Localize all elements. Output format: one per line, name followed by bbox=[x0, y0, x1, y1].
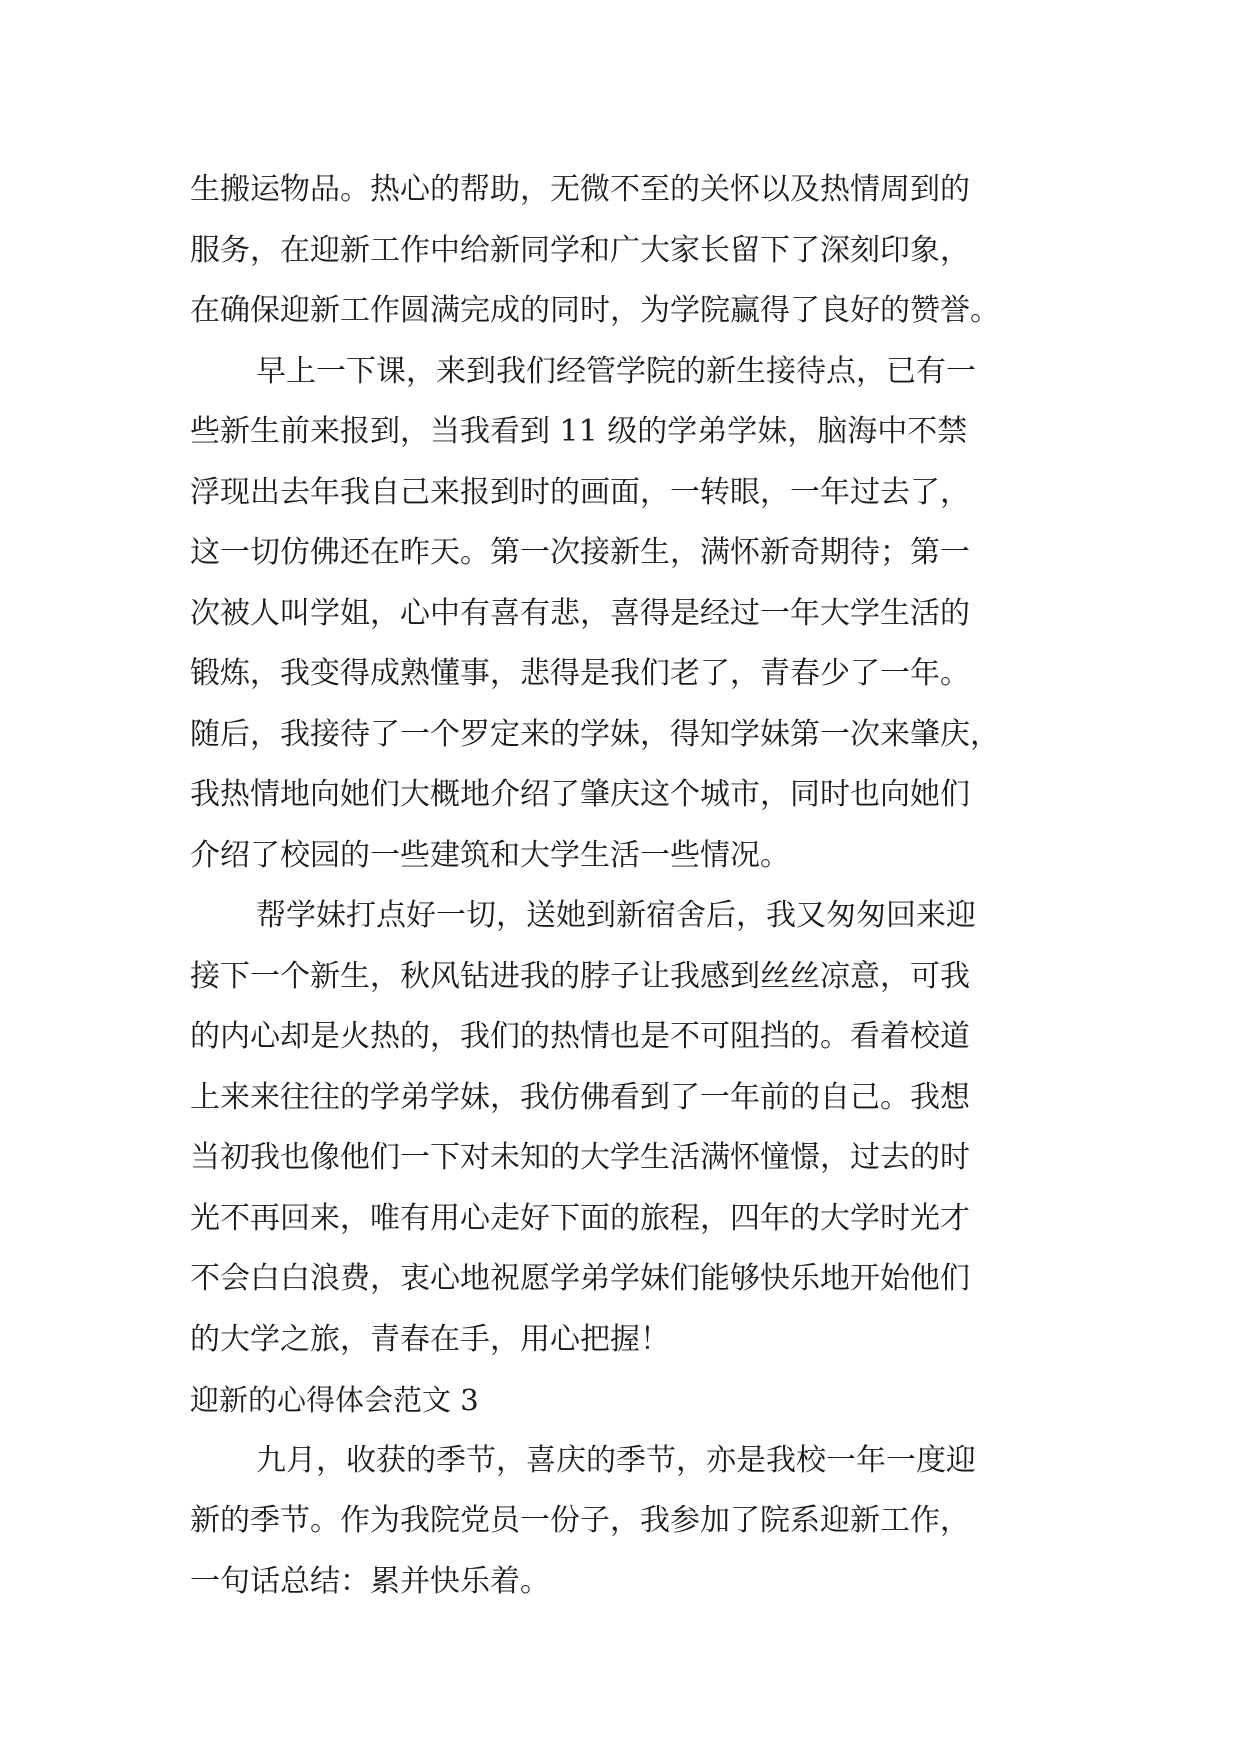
text-line: 新的季节。作为我院党员一份子，我参加了院系迎新工作， bbox=[190, 1503, 970, 1538]
text-line: 一句话总结：累并快乐着。 bbox=[190, 1563, 550, 1599]
text-line: 的内心却是火热的，我们的热情也是不可阻挡的。看着校道 bbox=[190, 1019, 970, 1054]
text-line: 随后，我接待了一个罗定来的学妹，得知学妹第一次来肇庆， bbox=[190, 716, 1000, 752]
text-line: 接下一个新生，秋风钻进我的脖子让我感到丝丝凉意，可我 bbox=[190, 958, 970, 994]
text-line: 这一切仿佛还在昨天。第一次接新生，满怀新奇期待；第一 bbox=[190, 535, 970, 570]
text-line: 我热情地向她们大概地介绍了肇庆这个城市，同时也向她们 bbox=[190, 777, 970, 812]
text-line: 次被人叫学姐，心中有喜有悲，喜得是经过一年大学生活的 bbox=[190, 595, 970, 631]
text-line: 在确保迎新工作圆满完成的同时，为学院赢得了良好的赞誉。 bbox=[190, 293, 1000, 328]
text-line: 不会白白浪费，衷心地祝愿学弟学妹们能够快乐地开始他们 bbox=[190, 1261, 970, 1296]
text-line: 光不再回来，唯有用心走好下面的旅程，四年的大学时光才 bbox=[190, 1200, 970, 1236]
text-line: 锻炼，我变得成熟懂事，悲得是我们老了，青春少了一年。 bbox=[190, 656, 970, 691]
text-line: 上来来往往的学弟学妹，我仿佛看到了一年前的自己。我想 bbox=[190, 1079, 970, 1115]
text-line: 些新生前来报到，当我看到 11 级的学弟学妹，脑海中不禁 bbox=[190, 414, 968, 449]
text-line: 服务，在迎新工作中给新同学和广大家长留下了深刻印象， bbox=[190, 232, 970, 268]
section-heading: 迎新的心得体会范文 3 bbox=[190, 1383, 479, 1417]
text-line: 早上一下课，来到我们经管学院的新生接待点，已有一 bbox=[256, 353, 976, 389]
text-line: 生搬运物品。热心的帮助，无微不至的关怀以及热情周到的 bbox=[190, 172, 970, 207]
text-line: 浮现出去年我自己来报到时的画面，一转眼，一年过去了， bbox=[190, 474, 970, 510]
text-line: 九月，收获的季节，喜庆的季节，亦是我校一年一度迎 bbox=[256, 1442, 976, 1478]
text-line: 帮学妹打点好一切，送她到新宿舍后，我又匆匆回来迎 bbox=[256, 898, 976, 933]
text-line: 当初我也像他们一下对未知的大学生活满怀憧憬，过去的时 bbox=[190, 1140, 970, 1175]
document-body bbox=[190, 160, 1090, 1612]
text-line: 介绍了校园的一些建筑和大学生活一些情况。 bbox=[190, 837, 790, 873]
text-line: 的大学之旅，青春在手，用心把握！ bbox=[190, 1321, 670, 1357]
